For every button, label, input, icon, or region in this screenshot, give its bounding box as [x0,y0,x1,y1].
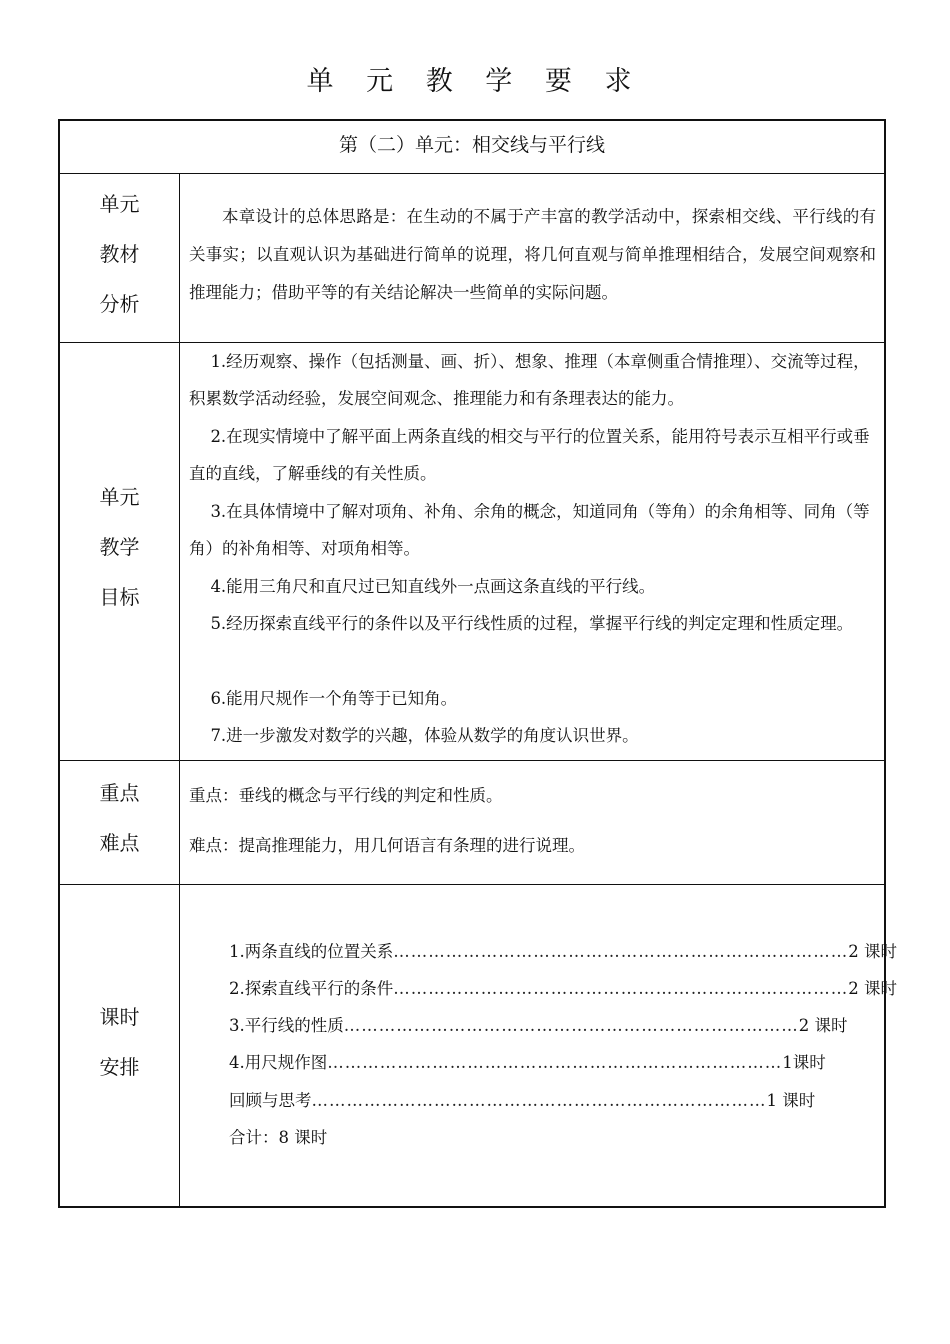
requirements-table [58,119,897,1208]
schedule-item [229,1086,816,1116]
label-line: 安排 [99,1055,140,1079]
leader-dots: …………………………………………………………………… [327,1053,783,1072]
lesson-hours: 2 课时 [848,979,897,998]
key-point-text: 重点：垂线的概念与平行线的判定和性质。 [189,786,503,805]
leader-dots: …………………………………………………………………… [393,979,849,998]
schedule-item [229,974,897,1004]
difficult-point-text: 难点：提高推理能力，用几何语言有条理的进行说理。 [189,836,585,855]
unit-header: 第（二）单元：相交线与平行线 [60,121,884,174]
goals-label [60,343,180,760]
label-line: 目标 [99,585,140,609]
lesson-name: 2.探索直线平行的条件 [229,979,394,998]
analysis-content [180,174,884,342]
goal-item: 6.能用尺规作一个角等于已知角。 [210,689,458,708]
goals-content [180,343,884,760]
lesson-name: 3.平行线的性质 [229,1016,344,1035]
analysis-label [60,174,180,342]
schedule-content [180,885,897,1207]
label-line: 教材 [99,242,140,266]
label-line: 教学 [99,535,140,559]
goals-row [60,343,884,761]
label-line: 单元 [99,485,140,509]
key-points-row [60,761,884,885]
leader-dots: …………………………………………………………………… [393,942,849,961]
key-points-label [60,761,180,884]
goal-item: 7.进一步激发对数学的兴趣，体验从数学的角度认识世界。 [210,726,639,745]
goal-item: 1.经历观察、操作（包括测量、画、折）、想象、推理（本章侧重合情推理）、交流等过程，积累数学活动经验，发展空间观念、推理能力和有条理表达的能力。 [189,352,870,408]
schedule-label [60,885,180,1207]
schedule-item [229,937,897,967]
schedule-item [229,1048,826,1078]
lesson-hours: 2 课时 [848,942,897,961]
leader-dots: …………………………………………………………………… [343,1016,799,1035]
analysis-row [60,174,884,343]
label-line: 分析 [99,292,140,316]
goal-item: 2.在现实情境中了解平面上两条直线的相交与平行的位置关系，能用符号表示互相平行或垂直的直线，了解垂线的有关性质。 [189,427,870,483]
goal-item: 4.能用三角尺和直尺过已知直线外一点画这条直线的平行线。 [210,577,656,596]
goal-item: 5.经历探索直线平行的条件以及平行线性质的过程，掌握平行线的判定定理和性质定理。 [210,614,854,633]
page-title: 单 元 教 学 要 求 [306,66,644,97]
label-line: 单元 [99,192,140,216]
key-points-content [180,761,884,884]
label-line: 难点 [99,831,140,855]
lesson-hours: 1课时 [782,1053,826,1072]
schedule-row [60,885,897,1207]
analysis-text: 本章设计的总体思路是：在生动的不属于产丰富的教学活动中，探索相交线、平行线的有关事实；以直观认识为基础进行简单的说理，将几何直观与简单推理相结合，发展空间观察和推理能力；借助平等的有关结论解决一些简单的实际问题。 [189,207,876,302]
label-line: 重点 [99,781,140,805]
lesson-name: 回顾与思考 [229,1091,312,1110]
schedule-item [229,1011,848,1041]
lesson-hours: 1 课时 [766,1091,816,1110]
leader-dots: …………………………………………………………………… [311,1091,767,1110]
lesson-name: 4.用尺规作图 [229,1053,328,1072]
lesson-hours: 2 课时 [798,1016,848,1035]
label-line: 课时 [99,1005,140,1029]
schedule-total: 合计：8 课时 [229,1128,328,1147]
lesson-name: 1.两条直线的位置关系 [229,942,394,961]
goal-item: 3.在具体情境中了解对项角、补角、余角的概念，知道同角（等角）的余角相等、同角（等角）的补角相等、对项角相等。 [189,502,870,558]
